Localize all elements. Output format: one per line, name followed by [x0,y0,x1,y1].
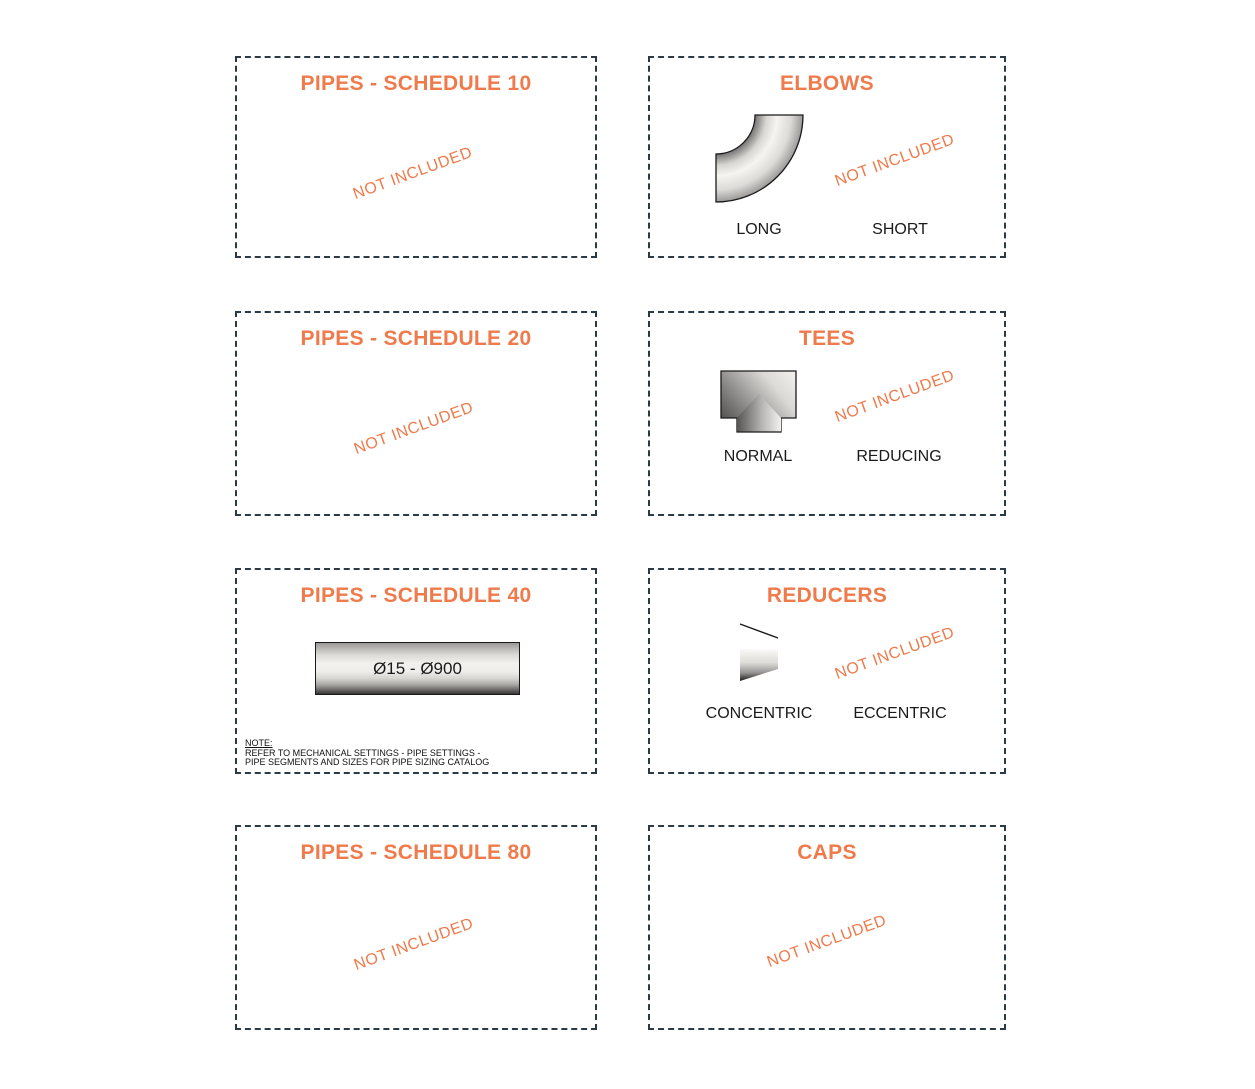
pipe-size-range-label: Ø15 - Ø900 [373,658,462,678]
panel-title: PIPES - SCHEDULE 80 [300,841,532,864]
panel-pipes-schedule-80 [235,825,597,1030]
elbow-long-label: LONG [736,221,782,238]
note-line-2: PIPE SEGMENTS AND SIZES FOR PIPE SIZING CATALOG [245,757,490,767]
not-included-stamp: NOT INCLUDED [351,399,476,459]
panel-caps [648,825,1006,1030]
panel-tees [648,311,1006,516]
panel-reducers [648,568,1006,774]
tee-normal-label: NORMAL [723,448,793,465]
reducer-concentric-label: CONCENTRIC [705,705,813,722]
panel-pipes-schedule-20 [235,311,597,516]
not-included-stamp: NOT INCLUDED [350,144,475,204]
reducer-eccentric-label: ECCENTRIC [853,705,947,722]
panel-title: CAPS [797,841,857,864]
not-included-stamp: NOT INCLUDED [832,624,957,684]
note-line-1: REFER TO MECHANICAL SETTINGS - PIPE SETTINGS - [245,747,481,758]
panel-elbows [648,56,1006,258]
elbow-long-graphic [713,112,805,204]
panel-title: TEES [798,327,856,350]
panel-title: PIPES - SCHEDULE 10 [300,72,532,95]
not-included-stamp: NOT INCLUDED [832,367,957,427]
elbow-short-label: SHORT [872,221,928,238]
not-included-stamp: NOT INCLUDED [832,131,957,191]
tee-reducing-label: REDUCING [856,448,942,465]
note-block [245,739,545,768]
note-heading: NOTE: [245,738,273,748]
panel-title: ELBOWS [780,72,874,95]
panel-title: PIPES - SCHEDULE 20 [300,327,532,350]
tee-normal-graphic [719,369,799,435]
panel-title: REDUCERS [766,584,888,607]
not-included-stamp: NOT INCLUDED [351,915,476,975]
panel-title: PIPES - SCHEDULE 40 [300,584,532,607]
pipe-segment-graphic [315,642,520,695]
panel-pipes-schedule-10 [235,56,597,258]
panel-pipes-schedule-40 [235,568,597,774]
not-included-stamp: NOT INCLUDED [764,912,889,972]
reducer-concentric-graphic [738,622,781,684]
